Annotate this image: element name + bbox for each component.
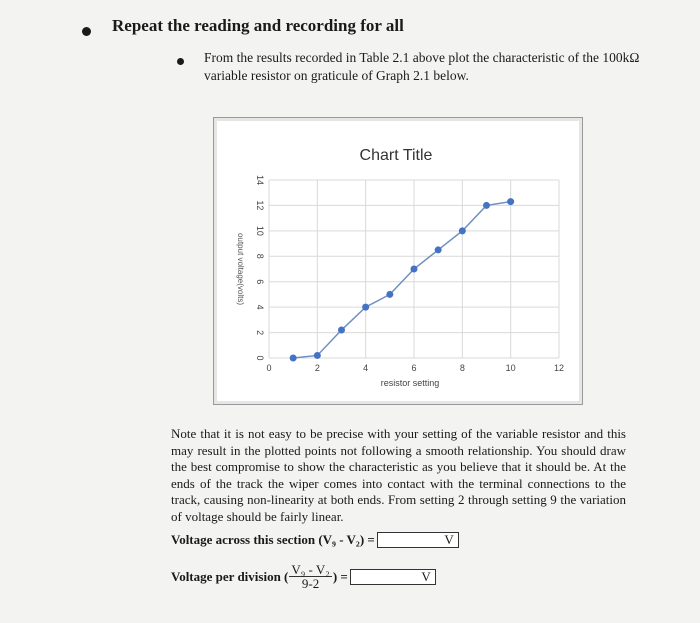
y-tick-label: 2: [255, 330, 265, 336]
x-tick-label: 2: [314, 363, 320, 373]
intro-paragraph: From the results recorded in Table 2.1 above plot the characteristic of the 100kΩ variable resistor on graticule of Graph 2.1 below.: [204, 50, 640, 83]
series-line: [293, 202, 511, 358]
y-tick-label: 8: [255, 253, 265, 259]
fraction: [289, 563, 331, 590]
unit-label: V: [444, 532, 454, 547]
x-tick-label: 6: [411, 363, 417, 373]
data-point: [290, 355, 297, 362]
chart-container: [213, 117, 583, 405]
data-point: [386, 291, 393, 298]
voltage-division-answer-box[interactable]: [350, 569, 436, 585]
x-tick-label: 10: [505, 363, 516, 373]
note-paragraph: Note that it is not easy to be precise with your setting of the variable resistor and this may result in the plotted points not following a smooth relationship. You should draw the best compromise to show the characteristic as you believe that it should be. At the ends of the track the wiper comes into contact with the terminal connections to the track, causing non-linearity at both ends. From setting 2 through setting 9 the variation of voltage should be fairly linear.: [171, 426, 626, 524]
bullet: [82, 27, 91, 36]
chart-title: Chart Title: [359, 147, 433, 164]
x-tick-label: 8: [459, 363, 465, 373]
x-tick-label: 12: [553, 363, 565, 373]
fraction-numerator: V₉ - V₂: [291, 562, 330, 577]
voltage-section-label: Voltage across this section (V₉ - V₂) =: [171, 532, 375, 547]
y-tick-label: 10: [255, 225, 265, 236]
voltage-division-row: [171, 563, 436, 590]
data-point: [507, 198, 514, 205]
x-axis-label: resistor setting: [380, 378, 440, 388]
data-point: [459, 227, 466, 234]
x-tick-label: 0: [266, 363, 272, 373]
section-heading: Repeat the reading and recording for all: [112, 16, 404, 35]
voltage-division-label: Voltage per division (: [171, 568, 289, 584]
line-chart: [214, 118, 582, 404]
y-axis-label: output voltage(volts): [236, 232, 245, 306]
bullet: [177, 58, 184, 65]
y-tick-label: 12: [255, 200, 265, 211]
fraction-close: ) =: [332, 568, 348, 584]
data-point: [483, 202, 490, 209]
data-point: [435, 246, 442, 253]
y-tick-label: 14: [255, 174, 265, 186]
fraction-denominator: 9-2: [301, 576, 320, 591]
data-point: [411, 266, 418, 273]
data-point: [338, 327, 345, 334]
y-tick-label: 0: [255, 355, 265, 361]
unit-label: V: [421, 568, 431, 584]
data-point: [314, 352, 321, 359]
data-point: [362, 304, 369, 311]
voltage-section-row: [171, 532, 459, 548]
y-tick-label: 4: [255, 304, 265, 310]
voltage-section-answer-box[interactable]: [377, 532, 459, 548]
y-tick-label: 6: [255, 279, 265, 285]
x-tick-label: 4: [363, 363, 369, 373]
